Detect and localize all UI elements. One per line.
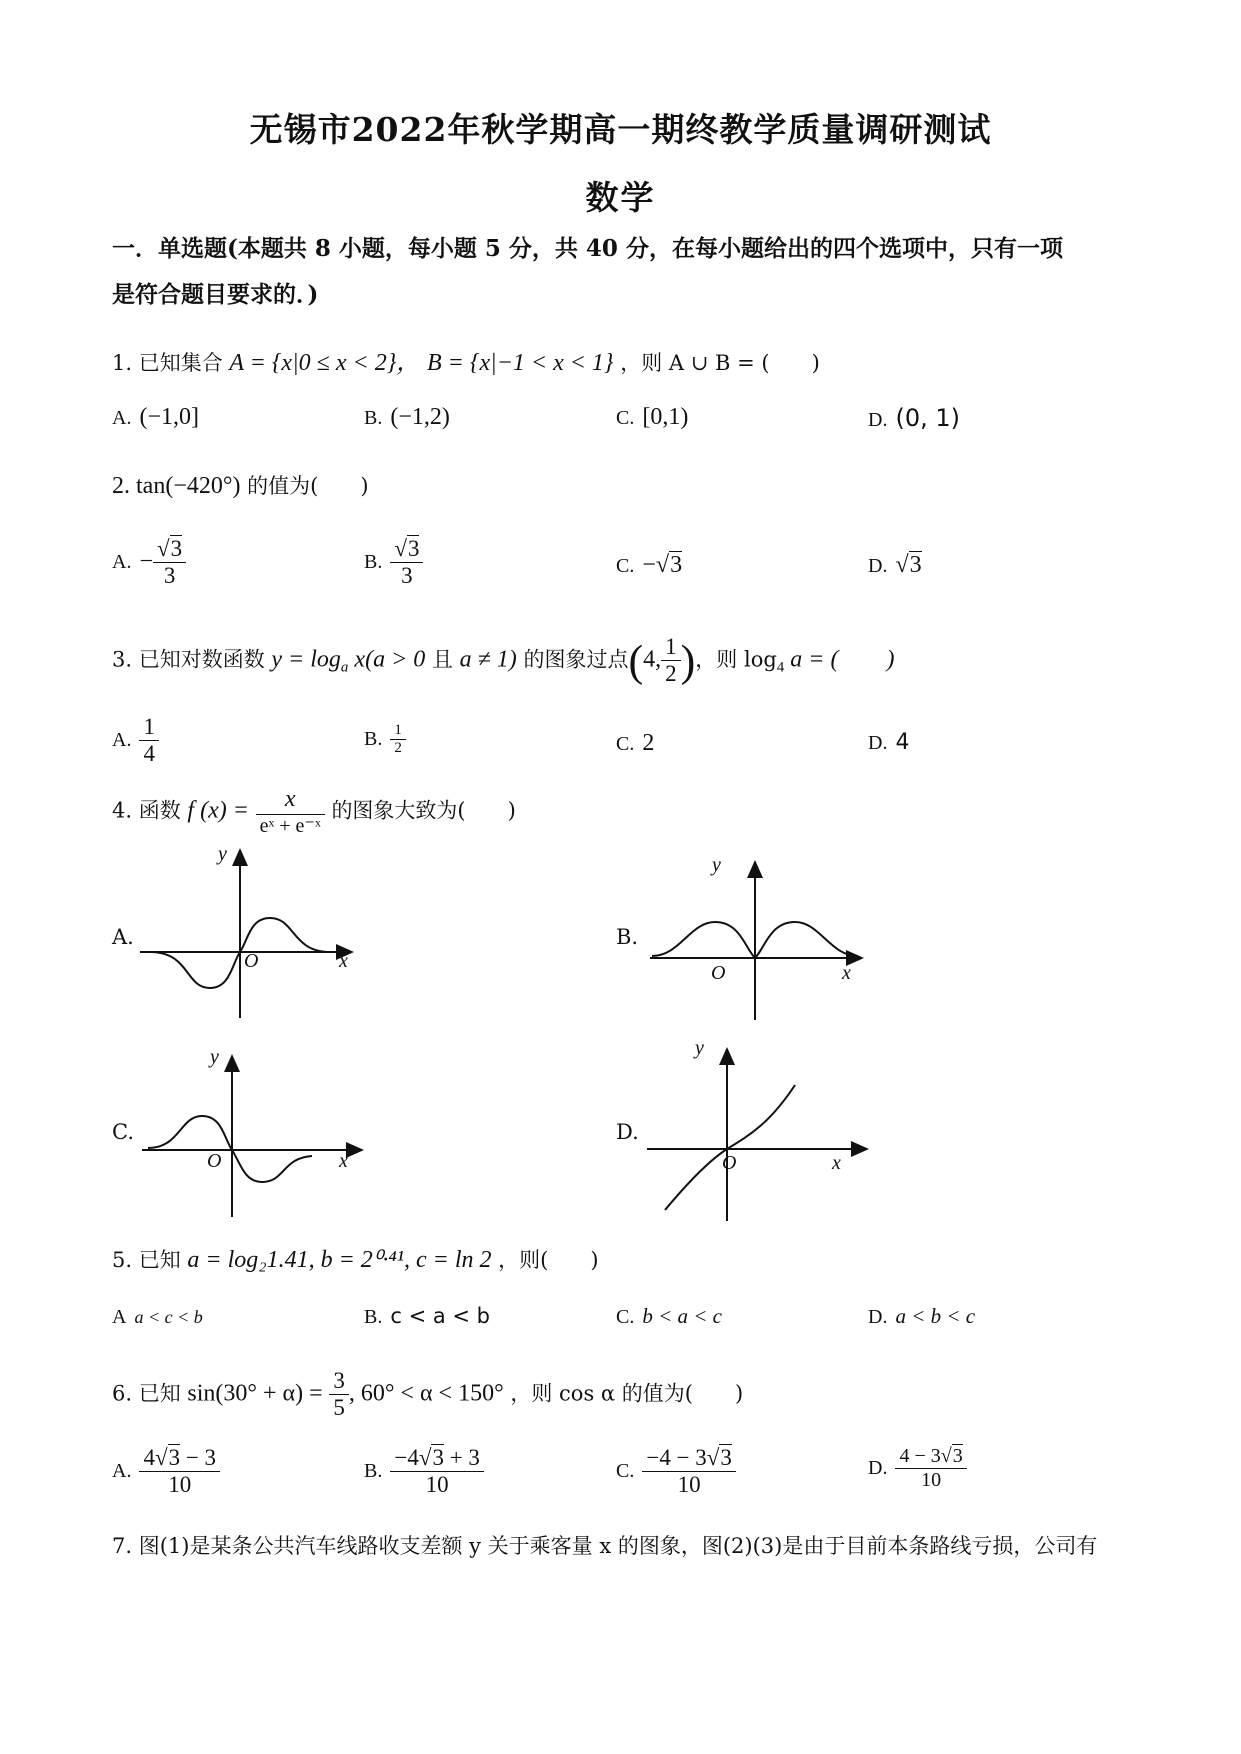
q4-stem-suffix: 的图象大致为( ): [331, 798, 516, 823]
q2-option-a-radicand: 3: [170, 536, 183, 561]
section-heading-line2: 是符合题目要求的．): [112, 281, 319, 308]
q3-option-a-denominator: 4: [143, 741, 155, 767]
q6-option-a-label: A.: [112, 1460, 132, 1483]
q6-option-c-num-a: −4 − 3: [646, 1445, 707, 1470]
q2-option-b-fraction: $\frac{√3}{3}$: [390, 536, 423, 590]
q5-option-c[interactable]: [616, 1304, 722, 1329]
q4-stem-func: f (x) =: [187, 797, 249, 824]
q1-option-b[interactable]: [364, 404, 450, 431]
q3-stem-base2: 4: [776, 659, 785, 676]
q5-stem-math: a = log₂1.41, b = 2⁰·⁴¹, c = ln 2: [187, 1247, 492, 1273]
q5-option-b[interactable]: [364, 1304, 490, 1329]
q5-option-c-label: C.: [616, 1306, 635, 1328]
q2-option-c-sign: −: [642, 552, 656, 578]
q1-option-d[interactable]: [868, 404, 960, 432]
q6-option-b[interactable]: [364, 1445, 484, 1499]
q3-stem-func2: x(a > 0: [348, 646, 426, 673]
q6-option-c-label: C.: [616, 1460, 635, 1483]
q6-stem-suffix: ，则 cos α 的值为( ): [510, 1381, 744, 1406]
q1-option-d-text: (0, 1): [895, 404, 960, 432]
section-heading-line1: 一．单选题(本题共 8 小题，每小题 5 分，共 40 分，在每小题给出的四个选项中，只有一项: [112, 235, 1063, 262]
q1-option-c[interactable]: [616, 404, 688, 431]
q1-option-a-text: (−1,0]: [139, 404, 199, 430]
q1-option-a-label: A.: [112, 407, 132, 429]
question-6: [112, 1368, 743, 1422]
q2-option-b-radicand: 3: [407, 536, 420, 561]
q3-stem-cond: a ≠ 1): [459, 646, 517, 673]
q3-stem-func: y = log: [271, 646, 341, 673]
q6-option-a-num-a: 4: [143, 1445, 155, 1470]
q6-option-b-label: B.: [364, 1460, 383, 1483]
q3-option-b-denominator: 2: [394, 740, 402, 757]
q2-stem-text: 的值为( ): [247, 474, 369, 498]
q3-option-b-fraction: [390, 722, 406, 758]
question-1: [112, 342, 820, 377]
q6-option-d-num-a: 4 − 3: [899, 1445, 941, 1467]
q5-option-d-label: D.: [868, 1306, 888, 1328]
q4-graph-b-y-label: y: [712, 854, 721, 876]
q6-option-a-fraction: $\frac{4√3 - 3}{10}$: [139, 1445, 220, 1499]
q4-graph-a-origin: O: [244, 950, 259, 972]
q3-option-a-numerator: 1: [139, 714, 159, 741]
question-2: [112, 470, 369, 500]
q1-option-a[interactable]: [112, 404, 199, 431]
q6-stem-prefix: 6. 已知: [112, 1381, 181, 1406]
q2-option-a[interactable]: [112, 536, 186, 590]
q3-option-d-text: 4: [895, 730, 910, 755]
q4-graph-d[interactable]: [645, 1045, 875, 1225]
q6-option-b-denominator: 10: [425, 1472, 449, 1498]
exam-title: 无锡市2022年秋学期高一期终教学质量调研测试: [249, 110, 992, 149]
q6-option-d-fraction: $\frac{4 - 3√3}{10}$: [895, 1445, 966, 1492]
q6-denominator: 5: [333, 1395, 345, 1421]
q4-graph-b-x-label: x: [842, 962, 851, 984]
q4-graph-c-x-label: x: [339, 1150, 348, 1172]
q4-graph-a-x-label: x: [339, 950, 348, 972]
q5-option-b-label: B.: [364, 1306, 383, 1328]
q1-stem-prefix: 1. 已知集合: [112, 351, 223, 375]
q4-graph-d-origin: O: [722, 1152, 737, 1174]
q2-option-a-sign: −: [139, 548, 153, 575]
q1-stem-suffix: ，则 A ∪ B = ( ): [620, 351, 820, 375]
q6-stem-math2: , 60° < α < 150°: [348, 1380, 504, 1407]
q6-fraction: [329, 1368, 349, 1422]
q1-option-c-text: [0,1): [642, 404, 689, 430]
q5-option-a[interactable]: [112, 1304, 203, 1329]
q4-option-b-label[interactable]: B.: [616, 925, 639, 949]
q4-graph-d-x-label: x: [832, 1152, 841, 1174]
q3-point-fraction: [661, 634, 681, 688]
q3-option-d-label: D.: [868, 732, 888, 754]
q5-option-c-text: b < a < c: [642, 1304, 723, 1328]
q3-point-numerator: 1: [661, 634, 681, 661]
q6-option-a-radicand: 3: [168, 1445, 181, 1470]
question-4: [112, 786, 516, 838]
q5-option-a-label: A: [112, 1306, 127, 1328]
q6-option-c-fraction: $\frac{-4 - 3√3}{10}$: [642, 1445, 736, 1499]
q6-option-d-label: D.: [868, 1457, 888, 1479]
q3-stem-mid: 的图象过点: [516, 647, 629, 672]
q6-option-a-num-b: − 3: [180, 1445, 217, 1470]
q6-numerator: 3: [329, 1368, 349, 1395]
q2-option-c-radicand: 3: [670, 552, 683, 578]
q1-set-a: A = {x|0 ≤ x < 2}，: [229, 350, 421, 376]
q3-option-d[interactable]: [868, 730, 909, 755]
q2-option-d[interactable]: D. √3: [868, 552, 922, 578]
q4-graph-d-y-label: y: [695, 1037, 704, 1059]
question-7: 7. 图(1)是某条公共汽车线路收支差额 y 关于乘客量 x 的图象，图(2)(3)是由于目前本条路线亏损，公司有: [112, 1534, 1098, 1558]
q3-option-c-text: 2: [642, 730, 655, 756]
q4-graph-a[interactable]: [130, 846, 360, 1026]
q5-option-d-text: a < b < c: [895, 1304, 976, 1328]
q2-option-a-fraction: $\frac{√3}{3}$: [153, 536, 186, 590]
q3-stem-and: 且: [425, 647, 460, 672]
q1-option-b-label: B.: [364, 407, 383, 429]
q3-point-denominator: 2: [665, 661, 677, 687]
q1-option-b-text: (−1,2): [390, 404, 450, 430]
q2-option-c[interactable]: C. −√3: [616, 552, 683, 578]
q3-point-x: 4,: [643, 646, 662, 673]
q3-option-b[interactable]: [364, 722, 406, 758]
q1-option-c-label: C.: [616, 407, 635, 429]
q5-stem-prefix: 5. 已知: [112, 1248, 181, 1272]
section-heading: [112, 226, 1132, 318]
q2-option-d-label: D.: [868, 555, 888, 577]
q6-option-b-num-b: + 3: [443, 1445, 480, 1470]
q3-stem-prefix: 3. 已知对数函数: [112, 647, 265, 672]
q6-option-b-radicand: 3: [432, 1445, 444, 1470]
question-3: 3. 已知对数函数 $y = \log_a x(a > 0$ 且 a ≠ 1) 的图象过点(4, $\frac{1}{2}$ )，则 $\log_4 a$ = ( ): [112, 634, 895, 687]
q6-option-d-radicand: 3: [952, 1445, 963, 1467]
q4-graph-a-y-label: y: [218, 843, 227, 865]
q2-option-b-denominator: 3: [401, 563, 413, 589]
q4-graph-c-origin: O: [207, 1150, 222, 1172]
q1-set-b: B = {x|−1 < x < 1}: [426, 350, 614, 376]
q4-graph-c-y-label: y: [210, 1046, 219, 1068]
q4-option-a-label[interactable]: A.: [112, 925, 134, 949]
q6-option-b-num-a: −4: [394, 1445, 419, 1470]
q4-numerator: x: [256, 786, 325, 815]
q3-option-b-numerator: 1: [390, 722, 406, 740]
q6-stem-math1: sin(30° + α) =: [187, 1380, 323, 1407]
q2-option-b-label: B.: [364, 551, 383, 574]
q6-option-d-denominator: 10: [921, 1469, 942, 1491]
q2-option-d-radicand: 3: [909, 552, 922, 578]
q5-option-b-text: c < a < b: [390, 1304, 490, 1328]
q4-fraction: [256, 786, 325, 838]
exam-subject: 数学: [585, 178, 656, 217]
q3-option-a-label: A.: [112, 729, 132, 752]
q1-option-d-label: D.: [868, 409, 888, 431]
q3-option-b-label: B.: [364, 728, 383, 751]
q4-graph-b-origin: O: [711, 962, 726, 984]
q6-option-b-fraction: $\frac{-4√3 + 3}{10}$: [390, 1445, 484, 1499]
q3-stem-base: a: [340, 659, 349, 676]
q6-option-c-radicand: 3: [720, 1445, 732, 1470]
q6-option-c-denominator: 10: [677, 1472, 701, 1498]
q4-stem-prefix: 4. 函数: [112, 798, 181, 823]
q5-stem-suffix: ，则( ): [498, 1248, 599, 1272]
q2-stem-math: 2. tan(−420°): [112, 473, 241, 499]
q3-stem-suffix: ，则 log: [695, 647, 777, 672]
q4-denominator: eˣ + e⁻ˣ: [259, 814, 321, 837]
q2-option-a-denominator: 3: [163, 563, 176, 589]
q6-option-c[interactable]: [616, 1445, 736, 1499]
q2-option-b[interactable]: [364, 536, 423, 590]
question-5: [112, 1244, 599, 1274]
q3-option-c[interactable]: [616, 730, 654, 757]
q3-option-a-fraction: [139, 714, 159, 768]
q2-option-a-label: A.: [112, 551, 132, 574]
q4-graph-b[interactable]: [640, 858, 870, 1028]
q3-option-c-label: C.: [616, 733, 635, 755]
q3-option-a[interactable]: [112, 714, 159, 768]
q2-option-c-label: C.: [616, 555, 635, 577]
q3-stem-end: a = ( ): [784, 646, 895, 673]
q4-option-d-label[interactable]: D.: [616, 1120, 639, 1144]
q4-graph-c[interactable]: [140, 1052, 370, 1222]
q6-option-a[interactable]: [112, 1445, 220, 1499]
q5-option-a-text: a < c < b: [134, 1307, 203, 1327]
q5-option-d[interactable]: [868, 1304, 975, 1329]
q6-option-a-denominator: 10: [168, 1472, 192, 1498]
q6-option-d[interactable]: [868, 1445, 967, 1492]
q4-option-c-label[interactable]: C.: [112, 1120, 134, 1144]
